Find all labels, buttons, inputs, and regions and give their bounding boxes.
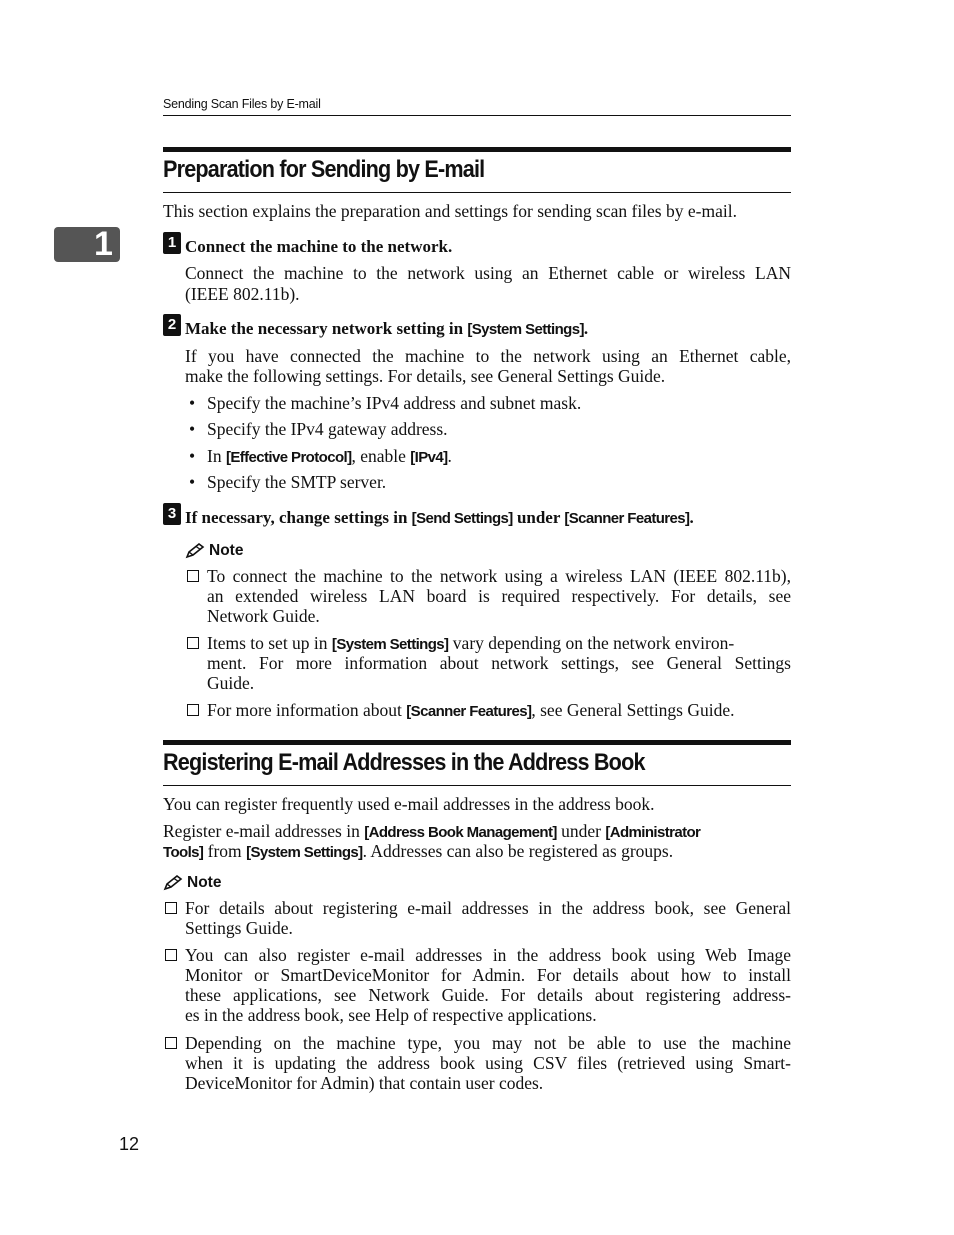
section-title: Registering E-mail Addresses in the Address Book: [163, 749, 645, 776]
step-body-2-line1: If you have connected the machine to the network using an Ethernet cable,: [185, 346, 791, 366]
note-heading: [163, 874, 221, 892]
bullet-item: Specify the machine’s IPv4 address and subnet mask.: [207, 393, 582, 413]
section-title-rule: [163, 192, 791, 193]
bullet-item: [207, 446, 452, 467]
step-number-3: 3: [163, 503, 181, 525]
address-book-management-keyword: [Address Book Management]: [364, 824, 557, 841]
section-paragraph: You can register frequently used e-mail addresses in the address book.: [163, 794, 655, 814]
step-number-1: 1: [163, 232, 181, 254]
paragraph-text-part: Register e-mail addresses in: [163, 821, 365, 841]
checkbox-bullet: [165, 902, 177, 914]
note-item-3-line3: DeviceMonitor for Admin) that contain user codes.: [185, 1073, 544, 1093]
send-settings-keyword: [Send Settings]: [411, 510, 513, 527]
checkbox-bullet: [165, 1037, 177, 1049]
note-heading: [185, 542, 243, 560]
note-item-1-line2: Settings Guide.: [185, 918, 293, 938]
note-item-2-line4: es in the address book, see Help of respective applications.: [185, 1005, 597, 1025]
system-settings-keyword: [System Settings]: [246, 844, 363, 861]
administrator-tools-keyword: Tools]: [163, 844, 204, 861]
ipv4-keyword: [IPv4]: [410, 449, 448, 466]
bullet-text-part: , enable: [351, 446, 411, 466]
header-rule: [163, 115, 791, 116]
step-title-3-text: under: [512, 508, 565, 527]
note-label: Note: [187, 874, 222, 891]
chapter-number: 1: [94, 225, 113, 263]
step-title-2: [185, 319, 588, 339]
note-text-part: Items to set up in: [207, 633, 332, 653]
note-item-3: [207, 700, 791, 723]
system-settings-keyword: [System Settings]: [467, 321, 584, 338]
pencil-icon: [163, 875, 183, 891]
bullet-item: Specify the SMTP server.: [207, 472, 387, 492]
step-number-2: 2: [163, 314, 181, 336]
note-item-2-line1: You can also register e-mail addresses in the address book using Web Image: [185, 945, 791, 965]
paragraph-text-part: under: [556, 821, 606, 841]
scanner-features-keyword: [Scanner Features]: [406, 703, 532, 720]
step-body-2-line2: make the following settings. For details, see General Settings Guide.: [185, 366, 666, 386]
step-body-1-line1: Connect the machine to the network using an Ethernet cable or wireless LAN: [185, 263, 791, 283]
section-title-rule: [163, 785, 791, 786]
note-item-2-line3: Guide.: [207, 673, 255, 693]
note-text-part: vary depending on the network environ-: [448, 633, 735, 653]
step-title-3: [185, 508, 694, 528]
pencil-icon: [185, 543, 205, 559]
note-item-3-line2: when it is updating the address book using CSV files (retrieved using Smart-: [185, 1053, 791, 1073]
bullet-item: Specify the IPv4 gateway address.: [207, 419, 448, 439]
running-header: Sending Scan Files by E-mail: [163, 97, 321, 111]
note-item-2-line2: ment. For more information about network settings, see General Settings: [207, 653, 791, 673]
section-paragraph-line2: [163, 841, 791, 864]
note-item-3-line1: Depending on the machine type, you may not be able to use the machine: [185, 1033, 791, 1053]
bullet-dot: •: [189, 446, 196, 466]
note-item-1-line2: an extended wireless LAN board is required respectively. For details, see: [207, 586, 791, 606]
section-top-rule: [163, 147, 791, 152]
note-item-1-line3: Network Guide.: [207, 606, 320, 626]
step-title-3-suffix: .: [689, 508, 694, 527]
system-settings-keyword: [System Settings]: [331, 636, 449, 653]
bullet-text-part: .: [447, 446, 452, 466]
step-title-2-suffix: .: [583, 319, 589, 338]
scanner-features-keyword: [Scanner Features]: [564, 510, 690, 527]
bullet-text-part: In: [207, 446, 226, 466]
checkbox-bullet: [187, 570, 199, 582]
bullet-dot: •: [189, 419, 196, 439]
bullet-dot: •: [189, 472, 196, 492]
administrator-tools-keyword: [Administrator: [605, 824, 701, 841]
note-text-part: For more information about: [207, 700, 407, 720]
effective-protocol-keyword: [Effective Protocol]: [225, 449, 352, 466]
checkbox-bullet: [187, 704, 199, 716]
step-body-1-line2: (IEEE 802.11b).: [185, 284, 300, 304]
note-item-2-line2: Monitor or SmartDeviceMonitor for Admin. For details about how to install: [185, 965, 791, 985]
bullet-dot: •: [189, 393, 196, 413]
checkbox-bullet: [187, 637, 199, 649]
note-item-1-line1: For details about registering e-mail addresses in the address book, see General: [185, 898, 791, 918]
note-item-1-line1: To connect the machine to the network using a wireless LAN (IEEE 802.11b),: [207, 566, 791, 586]
page-number: 12: [119, 1134, 140, 1154]
note-item-2-line3: these applications, see Network Guide. For details about registering address-: [185, 985, 791, 1005]
note-label: Note: [209, 542, 244, 559]
paragraph-text-part: from: [203, 841, 247, 861]
note-text-part: , see General Settings Guide.: [531, 700, 735, 720]
section-top-rule: [163, 740, 791, 745]
section-title: Preparation for Sending by E-mail: [163, 156, 485, 183]
step-title-1: Connect the machine to the network.: [185, 237, 453, 256]
paragraph-text-part: . Addresses can also be registered as groups.: [362, 841, 674, 861]
checkbox-bullet: [165, 949, 177, 961]
section-intro: This section explains the preparation and settings for sending scan files by e-mail.: [163, 201, 737, 221]
step-title-3-text: If necessary, change settings in: [185, 508, 412, 527]
step-title-2-text: Make the necessary network setting in: [185, 319, 468, 338]
